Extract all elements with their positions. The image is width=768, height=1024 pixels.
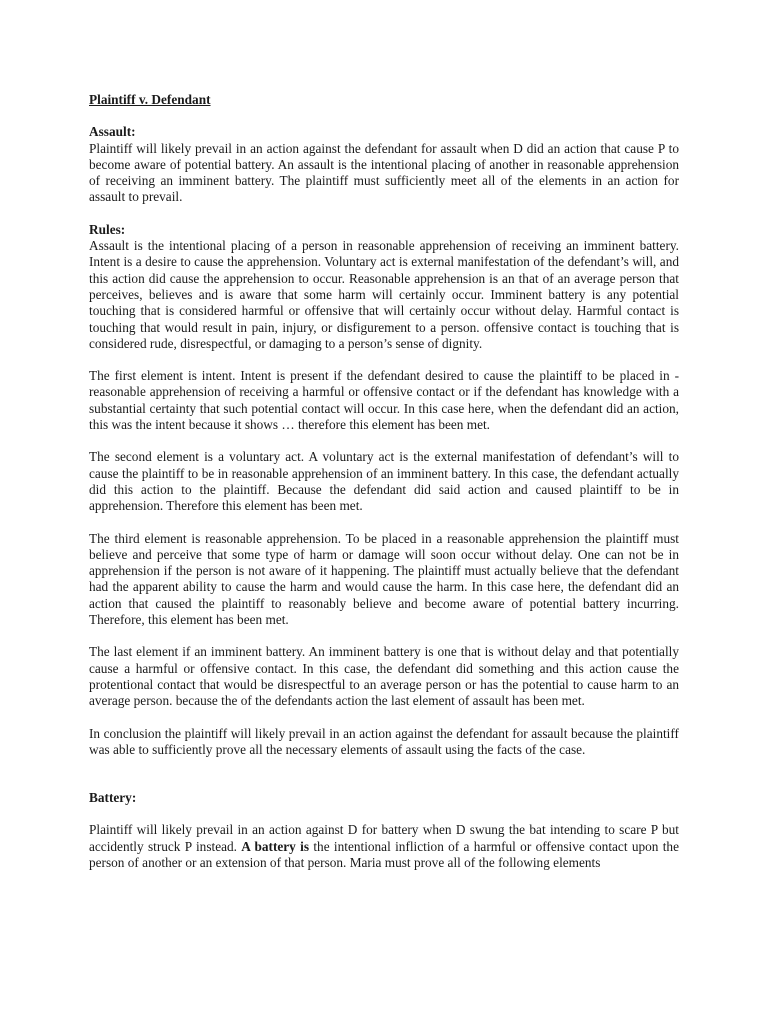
element-reasonable-apprehension-paragraph: The third element is reasonable apprehension. To be placed in a reasonable apprehension the plaintiff must believe and perceive that some type of harm or damage will soon occur without delay. One can not be in apprehension if the person is not aware of it happening. The plaintiff must actually believe that the defendant had the apparent ability to cause the harm and would cause the harm. In this case here, the defendant did an action that caused the plaintiff to reasonably believe and become aware of potential battery incurring. Therefore, this element has been met.: [89, 530, 679, 628]
document-page: [89, 92, 679, 887]
assault-intro-paragraph: Plaintiff will likely prevail in an action against the defendant for assault when D did an action that cause P to become aware of potential battery. An assault is the intentional placing of another in reasonable apprehension of receiving an imminent battery. The plaintiff must sufficiently meet all of the elements in an action for assault to prevail.: [89, 140, 679, 205]
assault-heading: Assault:: [89, 124, 136, 140]
element-voluntary-act-paragraph: The second element is a voluntary act. A voluntary act is the external manifestation of defendant’s will to cause the plaintiff to be in reasonable apprehension of an imminent battery. In this case, the defendant actually did this action to the plaintiff. Because the defendant did said action and caused plaintiff to be in apprehension. Therefore this element has been met.: [89, 449, 679, 514]
battery-paragraph: [89, 822, 679, 871]
rules-paragraph: Assault is the intentional placing of a person in reasonable apprehension of receiving an imminent battery. Intent is a desire to cause the apprehension. Voluntary act is external manifestation of the defendant’s will, and this action did cause the apprehension to occur. Reasonable apprehension is an that of an average person that perceives, believes and is aware that some harm will certainly occur. Imminent battery is any potential touching that is considered harmful or offensive that will certainly occur without delay. Harmful contact is touching that would result in pain, injury, or disfigurement to a person. offensive contact is touching that is considered rude, disrespectful, or damaging to a person’s sense of dignity.: [89, 238, 679, 351]
rules-heading: Rules:: [89, 221, 126, 237]
document-title: Plaintiff v. Defendant: [89, 92, 211, 107]
battery-definition-bold: A battery is: [241, 838, 310, 854]
battery-text-after: the intentional infliction of a harmful or offensive contact upon the person of another or an extension of that person. Maria must prove all of the following elements: [89, 838, 679, 870]
element-intent-paragraph: The first element is intent. Intent is present if the defendant desired to cause the plaintiff to be placed in - reasonable apprehension of receiving a harmful or offensive contact or if the defendant has knowledge with a substantial certainty that such potential contact will occur. In this case here, when the defendant did an action, this was the intent because it shows … therefore this element has been met.: [89, 368, 679, 433]
element-imminent-battery-paragraph: The last element if an imminent battery. An imminent battery is one that is without delay and that potentially cause a harmful or offensive contact. In this case, the defendant did something and this action cause the protentional contact that would be disrespectful to an average person or has the potential to cause harm to an average person. because the of the defendants action the last element of assault has been met.: [89, 644, 679, 709]
assault-conclusion-paragraph: In conclusion the plaintiff will likely prevail in an action against the defendant for assault because the plaintiff was able to sufficiently prove all the necessary elements of assault using the facts of the case.: [89, 725, 679, 757]
battery-text-before: Plaintiff will likely prevail in an action against D for battery when D swung the bat intending to scare P but accidently struck P instead.: [89, 822, 679, 854]
battery-heading: Battery:: [89, 790, 137, 806]
